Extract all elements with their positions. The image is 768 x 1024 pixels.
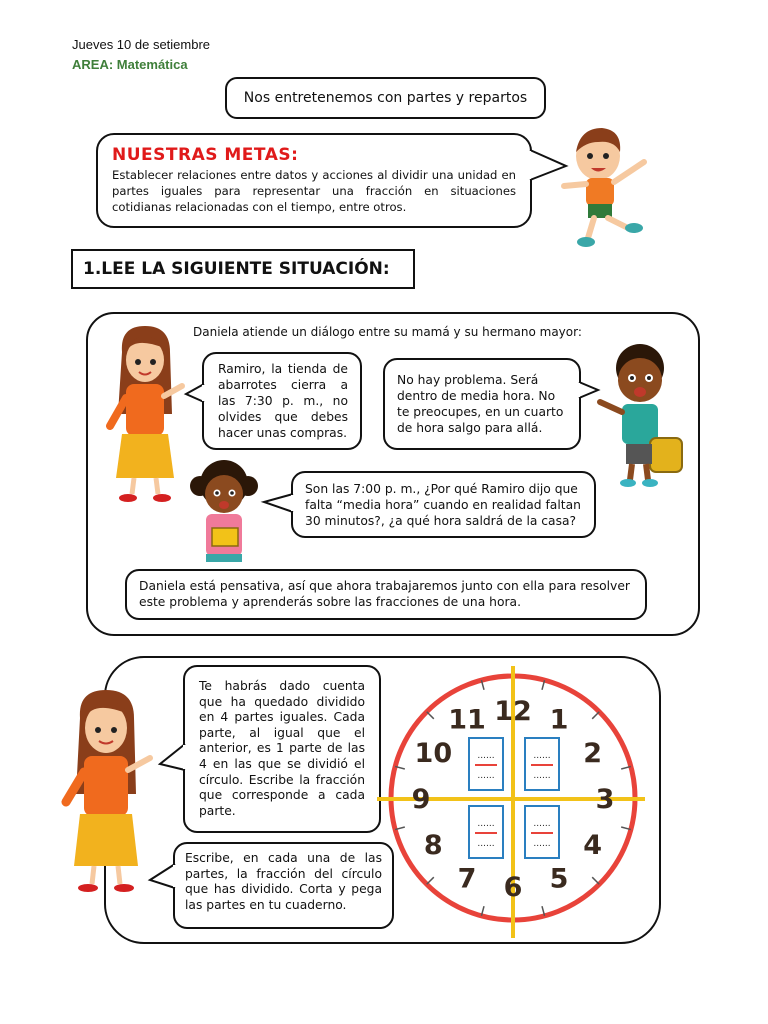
fraction-placeholder: ...... — [477, 751, 495, 761]
section-1-title: LEE LA SIGUIENTE SITUACIÓN: — [101, 259, 390, 279]
section-1-heading — [71, 249, 415, 289]
explanation-bubble: Te habrás dado cuenta que ha quedado dividido en 4 partes iguales. Cada parte, al igual que el anterior, es 1 parte de las 4 en las que se dividió el círculo. Escribe la fracción que corresponde a cada parte. — [183, 665, 381, 833]
fraction-clock — [373, 660, 653, 940]
fraction-box-top-left[interactable] — [469, 738, 503, 790]
section-1-number: 1. — [83, 259, 102, 279]
fraction-box-bottom-left[interactable] — [469, 806, 503, 858]
clock-number-7: 7 — [457, 863, 477, 895]
story-intro: Daniela atiende un diálogo entre su mamá y su hermano mayor: — [193, 325, 582, 339]
fraction-box-bottom-right[interactable] — [525, 806, 559, 858]
brother-illustration — [592, 340, 692, 490]
goals-heading: NUESTRAS METAS: — [112, 145, 299, 165]
goals-box — [96, 133, 532, 228]
daniela-speech-bubble: Son las 7:00 p. m., ¿Por qué Ramiro dijo que falta “media hora” cuando en realidad faltan 30 minutos?, ¿a qué hora saldrá de la casa? — [291, 471, 596, 538]
clock-number-12: 12 — [494, 696, 532, 727]
fraction-placeholder: ...... — [533, 819, 551, 829]
clock-number-2: 2 — [583, 738, 603, 769]
clock-number-3: 3 — [595, 784, 615, 815]
clock-number-5: 5 — [549, 863, 569, 895]
brother-speech-bubble: No hay problema. Será dentro de media hora. No te preocupes, en un cuarto de hora salgo para allá. — [383, 358, 581, 450]
fraction-placeholder: ...... — [533, 771, 551, 781]
header-date: Jueves 10 de setiembre — [72, 37, 211, 52]
page-title: Nos entretenemos con partes y repartos — [225, 77, 546, 119]
clock-number-8: 8 — [423, 830, 443, 861]
fraction-box-top-right[interactable] — [525, 738, 559, 790]
clock-number-4: 4 — [583, 830, 603, 861]
instruction-bubble: Escribe, en cada una de las partes, la fracción del círculo que has dividido. Corta y pega las partes en tu cuaderno. — [173, 842, 394, 929]
clock-number-10: 10 — [414, 738, 453, 769]
narration-box: Daniela está pensativa, así que ahora trabajaremos junto con ella para resolver este problema y aprenderás sobre las fracciones de una hora. — [125, 569, 647, 620]
fraction-placeholder: ...... — [533, 839, 551, 849]
fraction-placeholder: ...... — [533, 751, 551, 761]
teacher-illustration — [56, 684, 156, 904]
clock-number-6: 6 — [503, 872, 523, 903]
clock-number-9: 9 — [411, 784, 431, 815]
clock-number-1: 1 — [549, 704, 569, 736]
fraction-placeholder: ...... — [477, 771, 495, 781]
fraction-placeholder: ...... — [477, 819, 495, 829]
daniela-illustration — [184, 456, 264, 566]
header-area: AREA: Matemática — [72, 57, 188, 72]
boy-running-illustration — [556, 114, 666, 254]
goals-text: Establecer relaciones entre datos y acciones al dividir una unidad en partes iguales para representar una fracción en situaciones cotidianas relacionadas con el tiempo, entre otros. — [112, 168, 516, 214]
fraction-placeholder: ...... — [477, 839, 495, 849]
mom-illustration — [100, 322, 190, 512]
clock-number-11: 11 — [448, 704, 486, 736]
mom-speech-bubble: Ramiro, la tienda de abarrotes cierra a las 7:30 p. m., no olvides que debes hacer unas compras. — [202, 352, 362, 450]
